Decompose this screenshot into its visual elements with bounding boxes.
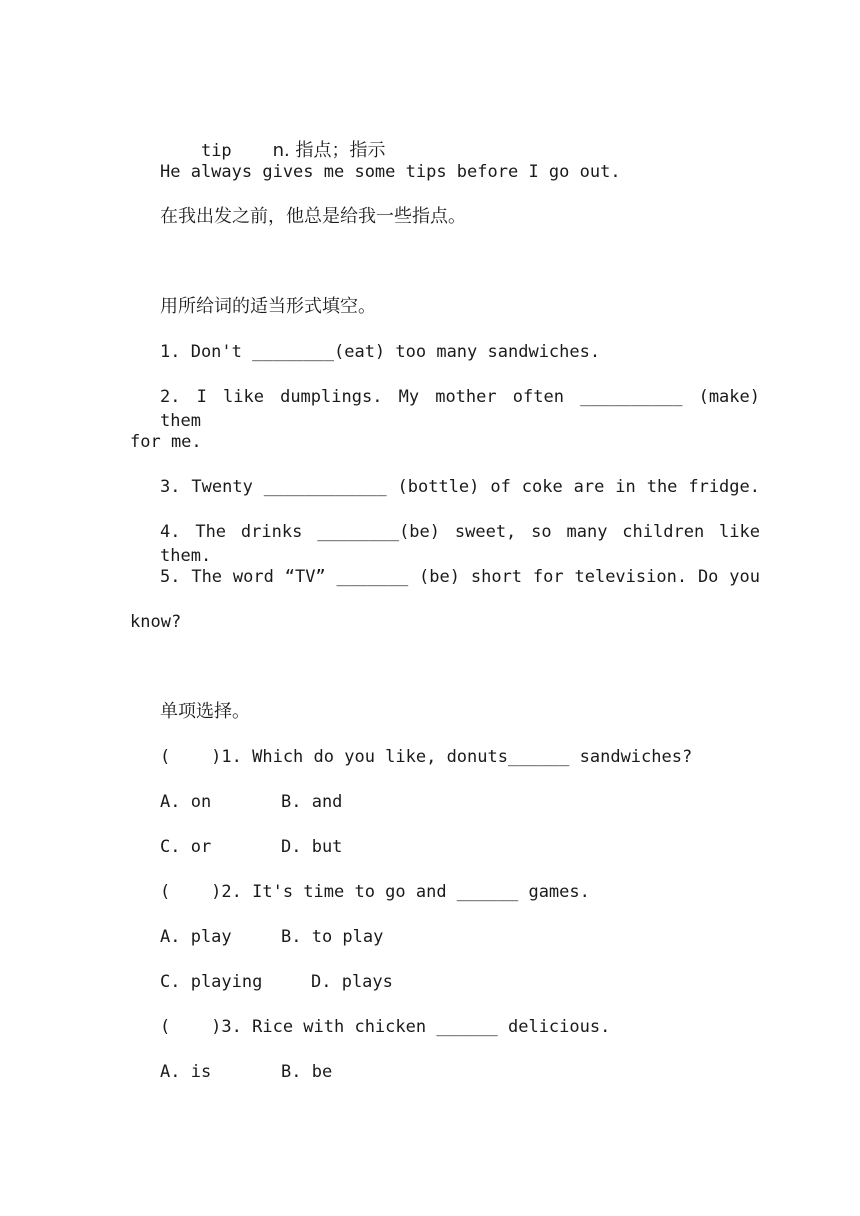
- fill-in-item-5-cont: know?: [130, 612, 182, 632]
- question-3-stem: ( )3. Rice with chicken ______ delicious.: [160, 1017, 611, 1037]
- question-2-option-c: C. playing: [160, 972, 263, 992]
- fill-in-heading: 用所给词的适当形式填空。: [160, 296, 376, 317]
- vocab-example-cn: 在我出发之前，他总是给我一些指点。: [160, 206, 466, 227]
- fill-in-item-4: 4. The drinks ________(be) sweet, so many children like them.: [160, 522, 760, 566]
- fill-in-item-2-cont: for me.: [130, 432, 202, 452]
- question-3-option-a: A. is: [160, 1062, 212, 1082]
- fill-in-item-2: 2. I like dumplings. My mother often __________ (make) them: [160, 387, 760, 431]
- question-1-option-a: A. on: [160, 792, 212, 812]
- vocab-meaning: n. 指点；指示: [272, 140, 386, 161]
- question-1-option-b: B. and: [281, 792, 343, 812]
- fill-in-item-3: 3. Twenty ____________ (bottle) of coke are in the fridge.: [160, 477, 760, 497]
- choice-heading: 单项选择。: [160, 701, 250, 722]
- fill-in-item-1: 1. Don't ________(eat) too many sandwiches.: [160, 342, 601, 362]
- vocab-word: tip: [200, 141, 232, 161]
- question-2-option-b: B. to play: [281, 927, 384, 947]
- question-2-stem: ( )2. It's time to go and ______ games.: [160, 882, 590, 902]
- fill-in-item-5: 5. The word “TV” _______ (be) short for television. Do you: [160, 567, 760, 587]
- question-2-option-a: A. play: [160, 927, 232, 947]
- question-2-option-d: D. plays: [311, 972, 393, 992]
- question-3-option-b: B. be: [281, 1062, 333, 1082]
- question-1-option-d: D. but: [281, 837, 343, 857]
- vocab-example-en: He always gives me some tips before I go out.: [160, 162, 621, 182]
- question-1-option-c: C. or: [160, 837, 212, 857]
- question-1-stem: ( )1. Which do you like, donuts______ sandwiches?: [160, 747, 693, 767]
